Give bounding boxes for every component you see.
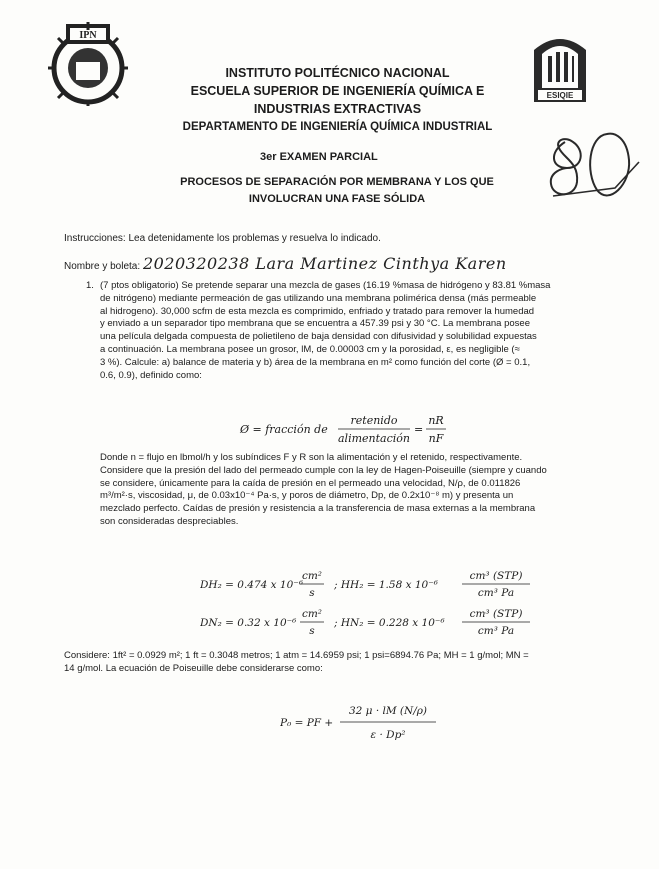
exam-title: 3er EXAMEN PARCIAL: [260, 151, 378, 163]
constants-line: 14 g/mol. La ecuación de Poiseuille debe considerarse como:: [64, 662, 323, 674]
poiseuille-equation: [280, 696, 440, 748]
header-line-2: ESCUELA SUPERIOR DE INGENIERÍA QUÍMICA E: [190, 84, 485, 98]
dn2-unit-den: s: [309, 625, 315, 637]
condition-line: se considere, únicamente para la caída de presión en el permeado una velocidad, N/ρ, de 0.011826: [100, 477, 521, 489]
problem-line: 3 %). Calcule: a) balance de materia y b) área de la membrana en m² como función del corte (Ø = 0.1,: [100, 356, 531, 368]
esiqie-logo: [528, 32, 592, 110]
problem-1-number: 1.: [86, 280, 94, 291]
dh2-value: DH₂ = 0.474 x 10⁻⁶: [200, 579, 304, 591]
name-value: 2020320238 Lara Martinez Cinthya Karen: [142, 254, 507, 273]
svg-text:IPN: IPN: [79, 30, 97, 41]
header-line-3: INDUSTRIAS EXTRACTIVAS: [253, 102, 422, 116]
condition-line: son consideradas despreciables.: [100, 515, 239, 527]
membrane-properties: [200, 566, 550, 642]
dn2-unit-num: cm²: [301, 608, 323, 620]
cut-fraction-equation: [200, 412, 480, 446]
problem-1-constants: [64, 650, 634, 676]
hh2-unit-num: cm³ (STP): [469, 570, 523, 582]
problem-line: al hidrogeno). 30,000 scfm de esta mezcla es comprimido, enfriado y tratado para remover la humedad: [100, 305, 535, 317]
condition-line: Considere que la presión del lado del permeado cumple con la ley de Hagen-Poiseuille (siempre y cuando: [100, 464, 547, 476]
problem-1-statement: [86, 280, 630, 382]
cut-numerator: retenido: [350, 414, 398, 427]
poiseuille-denominator: ε · Dp²: [370, 729, 406, 741]
instructions-text: Instrucciones: Lea detenidamente los problemas y resuelva lo indicado.: [64, 233, 381, 244]
condition-line: m³/m²·s, viscosidad, μ, de 0.03x10⁻⁴ Pa·s, y poros de diámetro, Dp, de 0.2x10⁻⁸ m) y presenta un: [100, 490, 514, 502]
header-line-1: INSTITUTO POLITÉCNICO NACIONAL: [225, 66, 450, 80]
poiseuille-numerator: 32 μ · lM (N/ρ): [348, 705, 428, 717]
hh2-value: ; HH₂ = 1.58 x 10⁻⁶: [334, 579, 438, 591]
problem-line: de nitrógeno) mediante permeación de gas utilizando una membrana polimérica densa (más permeable: [100, 292, 537, 304]
name-row: [64, 254, 507, 273]
hn2-unit-num: cm³ (STP): [469, 608, 523, 620]
poiseuille-lhs: P₀ = PF +: [280, 717, 334, 729]
svg-text:ESIQIE: ESIQIE: [546, 91, 574, 100]
problem-line: 0.6, 0.9), definido como:: [100, 369, 202, 381]
problem-line: a continuación. La membrana posee un grosor, lM, de 0.00003 cm y la porosidad, ε, es negligible (≈: [100, 343, 520, 355]
problem-line: una película delgada compuesta de polietileno de baja densidad con difusividad y solubilidad expuestas: [100, 331, 537, 343]
cut-n-num: nR: [428, 414, 444, 427]
cut-n-den: nF: [428, 432, 444, 445]
dh2-unit-den: s: [309, 587, 315, 599]
cut-equals: =: [414, 423, 424, 436]
constants-line: Considere: 1ft² = 0.0929 m²; 1 ft = 0.3048 metros; 1 atm = 14.6959 psi; 1 psi=6894.76 Pa; MH = 1 g/mol; MN =: [64, 650, 529, 661]
dh2-unit-num: cm²: [301, 570, 323, 582]
course-title-line-2: INVOLUCRAN UNA FASE SÓLIDA: [248, 193, 426, 205]
course-title: [172, 174, 502, 208]
cut-lhs: Ø = fracción de: [240, 423, 328, 436]
problem-1-conditions: [100, 452, 630, 529]
institution-header: [165, 64, 510, 136]
course-title-line-1: PROCESOS DE SEPARACIÓN POR MEMBRANA Y LOS QUE: [180, 176, 494, 188]
problem-line: y enviado a un separador tipo membrana que se encuentra a 457.39 psi y 30 °C. La membrana posee: [100, 318, 530, 330]
hn2-value: ; HN₂ = 0.228 x 10⁻⁶: [334, 617, 445, 629]
hh2-unit-den: cm³ Pa: [477, 587, 515, 599]
dn2-value: DN₂ = 0.32 x 10⁻⁶: [200, 617, 297, 629]
name-label: Nombre y boleta:: [64, 261, 141, 272]
hn2-unit-den: cm³ Pa: [477, 625, 515, 637]
condition-line: Donde n = flujo en lbmol/h y los subíndices F y R son la alimentación y el retenido, respectivamente.: [100, 452, 523, 463]
cut-denominator: alimentación: [338, 432, 410, 445]
condition-line: mezclado perfecto. Caídas de presión y resistencia a la transferencia de masa externas a la membrana: [100, 503, 536, 515]
problem-line: (7 ptos obligatorio) Se pretende separar una mezcla de gases (16.19 %masa de hidrógeno y 83.81 %masa: [100, 280, 551, 291]
ipn-logo: [48, 20, 128, 106]
header-line-4: DEPARTAMENTO DE INGENIERÍA QUÍMICA INDUSTRIAL: [182, 121, 493, 133]
